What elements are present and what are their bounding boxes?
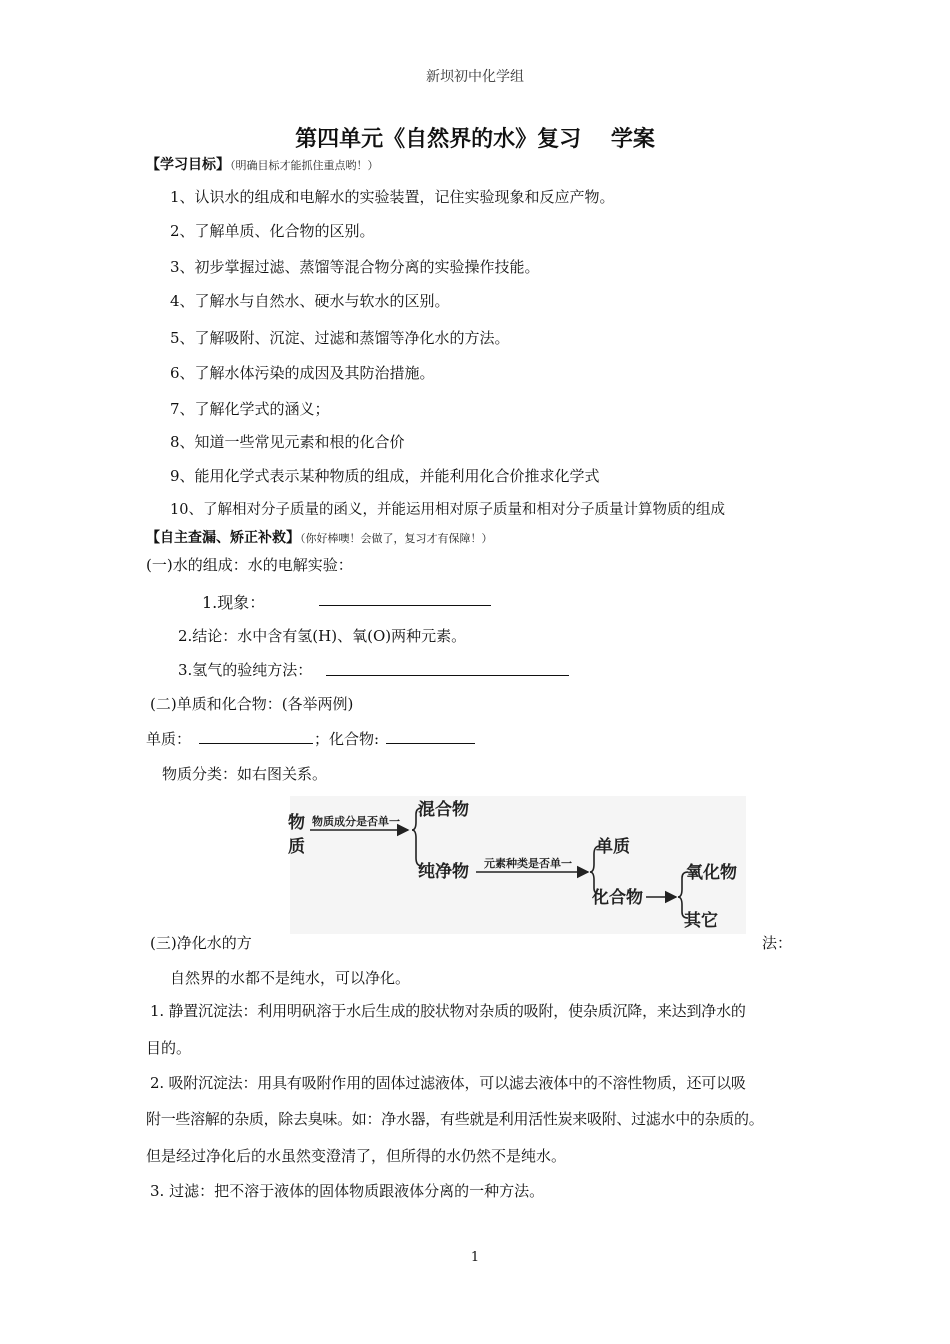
objective-item: 6、了解水体污染的成因及其防治措施。 [170,364,435,382]
part3-title-left: (三)净化水的方 [150,934,252,952]
page-header: 新坝初中化学组 [426,69,524,85]
objective-item: 8、知道一些常见元素和根的化合价 [170,433,405,451]
conclusion: 2.结论：水中含有氢(H)、氧(O)两种元素。 [178,627,467,645]
compound-blank[interactable] [386,728,475,744]
compound-label: ；化合物: [314,730,380,748]
part2-title: (二)单质和化合物：(各举两例) [150,695,354,713]
objective-item: 4、了解水与自然水、硬水与软水的区别。 [170,292,450,310]
objective-item: 9、能用化学式表示某种物质的组成，并能利用化合价推求化学式 [170,467,600,485]
diagram-root-line1: 物 [288,813,305,833]
part3-title-right: 法： [762,934,793,952]
page-number: 1 [470,1250,480,1265]
objective-item: 5、了解吸附、沉淀、过滤和蒸馏等净化水的方法。 [170,329,510,347]
element-blank[interactable] [199,728,313,744]
diagram-element: 单质 [596,837,630,857]
method-3: 3. 过滤：把不溶于液体的固体物质跟液体分离的一种方法。 [150,1182,545,1200]
part1-title: (一)水的组成：水的电解实验： [146,556,353,574]
objective-item: 1、认识水的组成和电解水的实验装置，记住实验现象和反应产物。 [170,188,615,206]
method-1-line-2: 目的。 [146,1039,192,1057]
objectives-note: （明确目标才能抓住重点哟！） [230,159,379,172]
method-2-line-1: 2. 吸附沉淀法：用具有吸附作用的固体过滤液体，可以滤去液体中的不溶性物质，还可以吸 [150,1074,746,1092]
diagram-other: 其它 [684,911,718,931]
objective-item: 3、初步掌握过滤、蒸馏等混合物分离的实验操作技能。 [170,258,540,276]
objectives-heading [146,154,379,174]
review-heading-label: 【自主查漏、矫正补救】 [146,530,300,546]
objective-item: 2、了解单质、化合物的区别。 [170,222,375,240]
classification-diagram-svg [290,796,746,934]
natural-water-text: 自然界的水都不是纯水，可以净化。 [170,969,411,987]
element-label: 单质： [146,730,192,748]
phenomenon-label: 1.现象： [202,593,266,612]
diagram-compound: 化合物 [592,888,643,908]
objective-item: 7、了解化学式的涵义； [170,400,330,418]
diagram-root-line2: 质 [288,837,305,857]
method-2-line-2: 附一些溶解的杂质，除去臭味。如：净水器，有些就是利用活性炭来吸附、过滤水中的杂质的。 [146,1110,764,1128]
diagram-pure: 纯净物 [418,862,469,882]
method-2-line-3: 但是经过净化后的水虽然变澄清了，但所得的水仍然不是纯水。 [146,1147,567,1165]
hydrogen-test-blank[interactable] [326,660,569,676]
method-1-line-1: 1. 静置沉淀法：利用明矾溶于水后生成的胶状物对杂质的吸附，使杂质沉降，来达到净水的 [150,1002,746,1020]
classification-diagram [290,796,746,934]
objectives-heading-label: 【学习目标】 [146,157,230,173]
diagram-mixture: 混合物 [418,800,469,820]
arrow-2-label: 元素种类是否单一 [484,857,572,870]
hydrogen-test-label: 3.氢气的验纯方法： [178,661,313,679]
phenomenon-blank[interactable] [319,590,491,606]
arrow-1-label: 物质成分是否单一 [312,815,400,828]
phenomenon-row [202,590,265,613]
objective-item: 10、了解相对分子质量的函义，并能运用相对原子质量和相对分子质量计算物质的组成 [170,502,725,518]
review-note: （你好棒噢！会做了，复习才有保障！） [300,532,493,545]
review-heading [146,527,493,547]
document-title: 第四单元《自然界的水》复习 学案 [295,127,655,152]
brace-1-lower [412,830,422,866]
diagram-oxide: 氧化物 [686,863,737,883]
classification-text: 物质分类：如右图关系。 [162,765,328,783]
